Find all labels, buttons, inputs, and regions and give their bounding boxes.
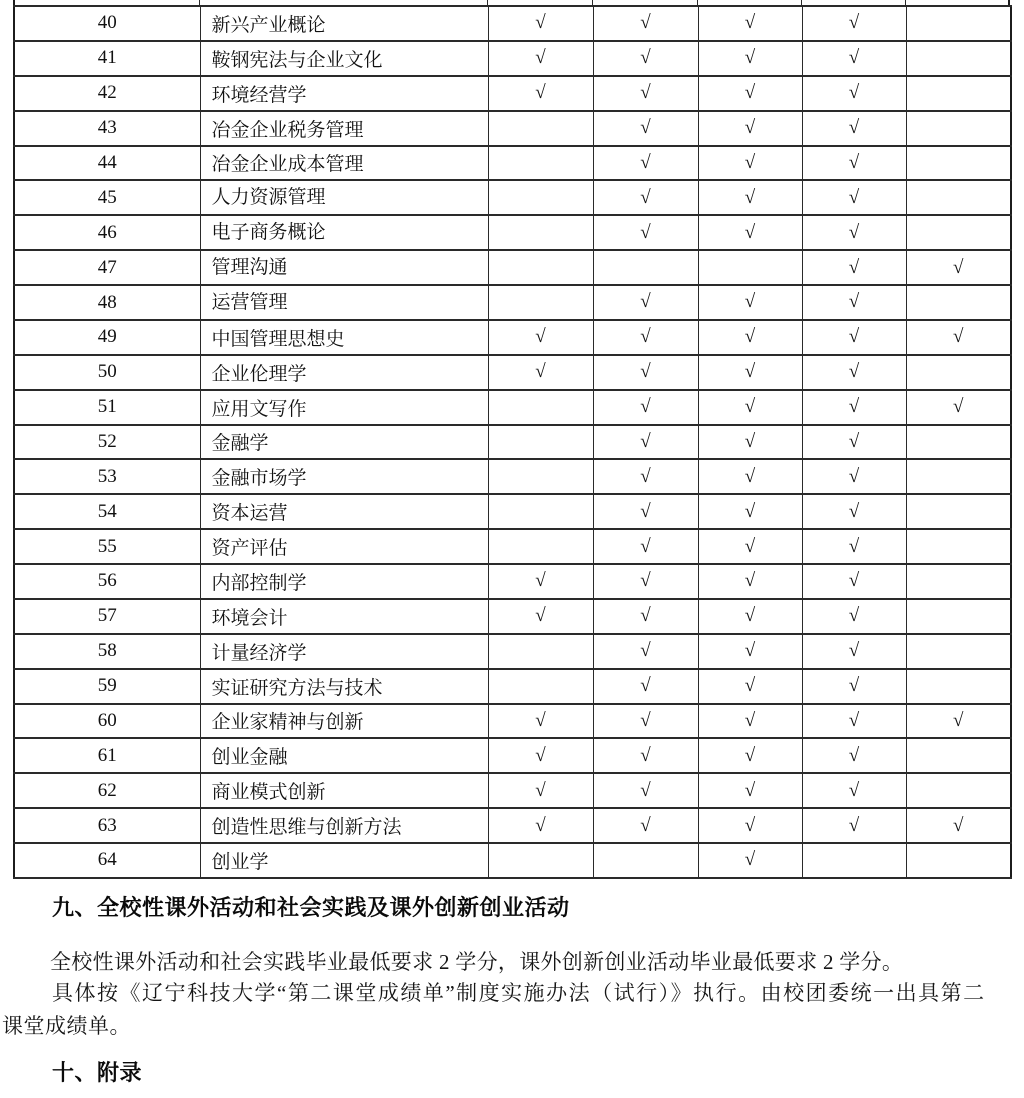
- check-mark: √: [640, 814, 651, 836]
- empty-cell: [488, 843, 593, 878]
- empty-cell: [906, 459, 1011, 494]
- checkmark-cell: [593, 285, 698, 320]
- checkmark-cell: [906, 250, 1011, 285]
- course-name: 创业学: [200, 843, 488, 878]
- check-mark: √: [535, 570, 546, 592]
- checkmark-cell: [802, 529, 906, 564]
- checkmark-cell: [593, 6, 698, 41]
- empty-cell: [593, 250, 698, 285]
- check-mark: √: [744, 186, 756, 208]
- course-number: 53: [14, 459, 200, 494]
- checkmark-cell: [488, 6, 593, 41]
- checkmark-cell: [802, 808, 906, 843]
- course-number: 48: [14, 285, 200, 320]
- checkmark-cell: [698, 320, 802, 355]
- table-row: [14, 773, 1011, 808]
- checkmark-cell: [698, 459, 802, 494]
- checkmark-cell: [698, 808, 802, 843]
- check-mark: √: [744, 500, 756, 522]
- checkmark-cell: [802, 738, 906, 773]
- checkmark-cell: [802, 634, 906, 669]
- check-mark: √: [640, 291, 651, 313]
- course-number: 40: [14, 6, 200, 41]
- course-name: 创业金融: [200, 738, 488, 773]
- course-name: 企业家精神与创新: [200, 704, 488, 739]
- empty-cell: [906, 843, 1011, 878]
- check-mark: √: [953, 256, 964, 278]
- checkmark-cell: [698, 704, 802, 739]
- check-mark: √: [744, 361, 756, 383]
- table-row: [14, 285, 1011, 320]
- empty-cell: [906, 773, 1011, 808]
- check-mark: √: [640, 570, 651, 592]
- check-mark: √: [953, 396, 964, 418]
- table-row: [14, 843, 1011, 878]
- check-mark: √: [848, 744, 860, 766]
- checkmark-cell: [698, 564, 802, 599]
- empty-cell: [802, 843, 906, 878]
- course-number: 52: [14, 425, 200, 460]
- checkmark-cell: [593, 669, 698, 704]
- checkmark-cell: [488, 355, 593, 390]
- empty-cell: [906, 634, 1011, 669]
- check-mark: √: [640, 361, 651, 383]
- checkmark-cell: [698, 355, 802, 390]
- course-name: 运营管理: [200, 285, 488, 320]
- check-mark: √: [640, 779, 651, 801]
- checkmark-cell: [802, 285, 906, 320]
- course-name: 冶金企业税务管理: [200, 111, 488, 146]
- empty-cell: [906, 738, 1011, 773]
- course-name: 鞍钢宪法与企业文化: [200, 41, 488, 76]
- course-table-body: [14, 6, 1011, 878]
- check-mark: √: [744, 465, 756, 487]
- course-number: 59: [14, 669, 200, 704]
- course-name: 应用文写作: [200, 390, 488, 425]
- empty-cell: [906, 41, 1011, 76]
- empty-cell: [906, 599, 1011, 634]
- checkmark-cell: [488, 76, 593, 111]
- checkmark-cell: [698, 76, 802, 111]
- checkmark-cell: [906, 808, 1011, 843]
- course-number: 56: [14, 564, 200, 599]
- empty-cell: [488, 250, 593, 285]
- course-number: 44: [14, 146, 200, 181]
- empty-cell: [906, 529, 1011, 564]
- check-mark: √: [535, 82, 546, 104]
- checkmark-cell: [488, 773, 593, 808]
- course-name: 金融学: [200, 425, 488, 460]
- empty-cell: [906, 285, 1011, 320]
- check-mark: √: [744, 151, 756, 173]
- checkmark-cell: [698, 111, 802, 146]
- empty-cell: [488, 146, 593, 181]
- check-mark: √: [848, 779, 860, 801]
- checkmark-cell: [802, 459, 906, 494]
- checkmark-cell: [802, 494, 906, 529]
- course-number: 47: [14, 250, 200, 285]
- checkmark-cell: [698, 738, 802, 773]
- empty-cell: [488, 111, 593, 146]
- course-name: 实证研究方法与技术: [200, 669, 488, 704]
- check-mark: √: [744, 221, 756, 243]
- check-mark: √: [535, 744, 546, 766]
- check-mark: √: [848, 675, 860, 697]
- course-number: 42: [14, 76, 200, 111]
- table-row: [14, 180, 1011, 215]
- check-mark: √: [640, 465, 651, 487]
- course-number: 63: [14, 808, 200, 843]
- check-mark: √: [535, 47, 546, 69]
- checkmark-cell: [593, 529, 698, 564]
- course-name: 中国管理思想史: [200, 320, 488, 355]
- check-mark: √: [744, 779, 756, 801]
- checkmark-cell: [593, 564, 698, 599]
- empty-cell: [488, 634, 593, 669]
- paragraph-implementation-line2: 课堂成绩单。: [2, 1014, 131, 1038]
- check-mark: √: [848, 186, 860, 208]
- table-row: [14, 738, 1011, 773]
- check-mark: √: [640, 675, 651, 697]
- check-mark: √: [848, 605, 860, 627]
- course-number: 64: [14, 843, 200, 878]
- course-table: [13, 5, 1012, 879]
- check-mark: √: [953, 709, 964, 731]
- checkmark-cell: [593, 146, 698, 181]
- check-mark: √: [848, 500, 860, 522]
- course-number: 50: [14, 355, 200, 390]
- table-row: [14, 6, 1011, 41]
- checkmark-cell: [593, 390, 698, 425]
- course-name: 商业模式创新: [200, 773, 488, 808]
- empty-cell: [488, 425, 593, 460]
- check-mark: √: [848, 814, 860, 836]
- check-mark: √: [640, 47, 651, 69]
- empty-cell: [488, 669, 593, 704]
- empty-cell: [593, 843, 698, 878]
- course-name: 管理沟通: [200, 250, 488, 285]
- empty-cell: [906, 669, 1011, 704]
- checkmark-cell: [802, 320, 906, 355]
- check-mark: √: [640, 640, 651, 662]
- paragraph-implementation-line1: 具体按《辽宁科技大学“第二课堂成绩单”制度实施办法（试行）》执行。由校团委统一出具第二: [52, 981, 986, 1005]
- table-row: [14, 390, 1011, 425]
- table-row: [14, 41, 1011, 76]
- check-mark: √: [535, 12, 546, 34]
- empty-cell: [488, 494, 593, 529]
- table-row: [14, 459, 1011, 494]
- check-mark: √: [744, 47, 756, 69]
- checkmark-cell: [593, 599, 698, 634]
- check-mark: √: [640, 151, 651, 173]
- check-mark: √: [744, 535, 756, 557]
- check-mark: √: [640, 605, 651, 627]
- check-mark: √: [640, 12, 651, 34]
- checkmark-cell: [698, 634, 802, 669]
- checkmark-cell: [802, 564, 906, 599]
- checkmark-cell: [802, 215, 906, 250]
- check-mark: √: [640, 117, 651, 139]
- empty-cell: [488, 529, 593, 564]
- empty-cell: [488, 285, 593, 320]
- checkmark-cell: [593, 41, 698, 76]
- check-mark: √: [744, 291, 756, 313]
- checkmark-cell: [698, 669, 802, 704]
- empty-cell: [906, 111, 1011, 146]
- check-mark: √: [848, 396, 860, 418]
- check-mark: √: [848, 221, 860, 243]
- checkmark-cell: [593, 76, 698, 111]
- table-row: [14, 599, 1011, 634]
- check-mark: √: [848, 430, 860, 452]
- check-mark: √: [535, 361, 546, 383]
- empty-cell: [906, 494, 1011, 529]
- course-number: 57: [14, 599, 200, 634]
- course-name: 企业伦理学: [200, 355, 488, 390]
- checkmark-cell: [698, 494, 802, 529]
- check-mark: √: [640, 326, 651, 348]
- check-mark: √: [744, 605, 756, 627]
- checkmark-cell: [488, 41, 593, 76]
- check-mark: √: [535, 709, 546, 731]
- empty-cell: [906, 355, 1011, 390]
- checkmark-cell: [593, 425, 698, 460]
- course-name: 人力资源管理: [200, 180, 488, 215]
- check-mark: √: [535, 605, 546, 627]
- course-name: 资本运营: [200, 494, 488, 529]
- check-mark: √: [535, 326, 546, 348]
- empty-cell: [906, 215, 1011, 250]
- course-name: 电子商务概论: [200, 215, 488, 250]
- empty-cell: [906, 564, 1011, 599]
- table-row: [14, 704, 1011, 739]
- checkmark-cell: [488, 320, 593, 355]
- check-mark: √: [744, 12, 756, 34]
- checkmark-cell: [906, 704, 1011, 739]
- check-mark: √: [640, 744, 651, 766]
- check-mark: √: [848, 326, 860, 348]
- course-number: 60: [14, 704, 200, 739]
- checkmark-cell: [698, 773, 802, 808]
- checkmark-cell: [488, 738, 593, 773]
- section-heading-nine: 九、全校性课外活动和社会实践及课外创新创业活动: [52, 895, 570, 920]
- checkmark-cell: [802, 146, 906, 181]
- table-row: [14, 529, 1011, 564]
- table-row: [14, 76, 1011, 111]
- checkmark-cell: [593, 215, 698, 250]
- paragraph-implementation: [2, 977, 986, 1043]
- checkmark-cell: [802, 390, 906, 425]
- checkmark-cell: [802, 599, 906, 634]
- empty-cell: [906, 6, 1011, 41]
- course-number: 54: [14, 494, 200, 529]
- check-mark: √: [848, 82, 860, 104]
- checkmark-cell: [698, 146, 802, 181]
- checkmark-cell: [802, 250, 906, 285]
- checkmark-cell: [802, 355, 906, 390]
- check-mark: √: [953, 814, 964, 836]
- table-row: [14, 355, 1011, 390]
- course-name: 内部控制学: [200, 564, 488, 599]
- course-name: 环境经营学: [200, 76, 488, 111]
- table-row: [14, 425, 1011, 460]
- check-mark: √: [848, 47, 860, 69]
- checkmark-cell: [593, 111, 698, 146]
- check-mark: √: [640, 221, 651, 243]
- check-mark: √: [640, 535, 651, 557]
- checkmark-cell: [698, 390, 802, 425]
- checkmark-cell: [593, 808, 698, 843]
- check-mark: √: [744, 117, 756, 139]
- checkmark-cell: [802, 180, 906, 215]
- check-mark: √: [848, 151, 860, 173]
- check-mark: √: [744, 709, 756, 731]
- checkmark-cell: [802, 773, 906, 808]
- course-name: 环境会计: [200, 599, 488, 634]
- check-mark: √: [744, 640, 756, 662]
- empty-cell: [488, 390, 593, 425]
- course-name: 创造性思维与创新方法: [200, 808, 488, 843]
- table-row: [14, 215, 1011, 250]
- check-mark: √: [744, 396, 756, 418]
- check-mark: √: [640, 709, 651, 731]
- empty-cell: [488, 459, 593, 494]
- course-name: 金融市场学: [200, 459, 488, 494]
- table-row: [14, 808, 1011, 843]
- course-number: 46: [14, 215, 200, 250]
- check-mark: √: [640, 82, 651, 104]
- table-row: [14, 564, 1011, 599]
- empty-cell: [906, 180, 1011, 215]
- checkmark-cell: [698, 529, 802, 564]
- checkmark-cell: [698, 599, 802, 634]
- table-row: [14, 111, 1011, 146]
- table-row: [14, 320, 1011, 355]
- checkmark-cell: [698, 6, 802, 41]
- course-number: 41: [14, 41, 200, 76]
- checkmark-cell: [593, 494, 698, 529]
- checkmark-cell: [802, 111, 906, 146]
- checkmark-cell: [802, 41, 906, 76]
- check-mark: √: [848, 465, 860, 487]
- empty-cell: [488, 180, 593, 215]
- checkmark-cell: [698, 41, 802, 76]
- checkmark-cell: [698, 285, 802, 320]
- check-mark: √: [744, 430, 756, 452]
- check-mark: √: [640, 396, 651, 418]
- checkmark-cell: [488, 808, 593, 843]
- checkmark-cell: [593, 738, 698, 773]
- check-mark: √: [744, 814, 756, 836]
- check-mark: √: [744, 675, 756, 697]
- checkmark-cell: [698, 843, 802, 878]
- check-mark: √: [744, 570, 756, 592]
- table-row: [14, 669, 1011, 704]
- check-mark: √: [535, 814, 546, 836]
- checkmark-cell: [698, 425, 802, 460]
- empty-cell: [906, 146, 1011, 181]
- course-number: 58: [14, 634, 200, 669]
- checkmark-cell: [906, 320, 1011, 355]
- checkmark-cell: [488, 704, 593, 739]
- check-mark: √: [848, 291, 860, 313]
- course-number: 55: [14, 529, 200, 564]
- check-mark: √: [848, 117, 860, 139]
- course-number: 62: [14, 773, 200, 808]
- checkmark-cell: [593, 320, 698, 355]
- course-number: 61: [14, 738, 200, 773]
- paragraph-credit-requirements: 全校性课外活动和社会实践毕业最低要求 2 学分，课外创新创业活动毕业最低要求 2 学分。: [50, 950, 904, 974]
- checkmark-cell: [802, 669, 906, 704]
- empty-cell: [906, 425, 1011, 460]
- check-mark: √: [640, 430, 651, 452]
- checkmark-cell: [593, 355, 698, 390]
- empty-cell: [698, 250, 802, 285]
- check-mark: √: [848, 709, 860, 731]
- section-heading-ten: 十、附录: [52, 1060, 143, 1085]
- checkmark-cell: [906, 390, 1011, 425]
- course-name: 冶金企业成本管理: [200, 146, 488, 181]
- checkmark-cell: [593, 773, 698, 808]
- checkmark-cell: [802, 704, 906, 739]
- check-mark: √: [744, 82, 756, 104]
- checkmark-cell: [593, 704, 698, 739]
- check-mark: √: [744, 849, 756, 871]
- check-mark: √: [848, 570, 860, 592]
- course-number: 49: [14, 320, 200, 355]
- checkmark-cell: [802, 425, 906, 460]
- checkmark-cell: [488, 599, 593, 634]
- check-mark: √: [848, 361, 860, 383]
- course-name: 计量经济学: [200, 634, 488, 669]
- checkmark-cell: [802, 76, 906, 111]
- check-mark: √: [535, 779, 546, 801]
- check-mark: √: [953, 326, 964, 348]
- check-mark: √: [640, 186, 651, 208]
- table-row: [14, 494, 1011, 529]
- check-mark: √: [848, 640, 860, 662]
- checkmark-cell: [593, 459, 698, 494]
- empty-cell: [488, 215, 593, 250]
- table-row: [14, 634, 1011, 669]
- check-mark: √: [640, 500, 651, 522]
- course-name: 新兴产业概论: [200, 6, 488, 41]
- checkmark-cell: [488, 564, 593, 599]
- empty-cell: [906, 76, 1011, 111]
- course-number: 51: [14, 390, 200, 425]
- check-mark: √: [744, 744, 756, 766]
- checkmark-cell: [593, 634, 698, 669]
- check-mark: √: [848, 256, 860, 278]
- table-row: [14, 146, 1011, 181]
- course-number: 45: [14, 180, 200, 215]
- check-mark: √: [848, 12, 860, 34]
- check-mark: √: [848, 535, 860, 557]
- checkmark-cell: [802, 6, 906, 41]
- checkmark-cell: [593, 180, 698, 215]
- checkmark-cell: [698, 180, 802, 215]
- checkmark-cell: [698, 215, 802, 250]
- course-name: 资产评估: [200, 529, 488, 564]
- check-mark: √: [744, 326, 756, 348]
- course-number: 43: [14, 111, 200, 146]
- table-row: [14, 250, 1011, 285]
